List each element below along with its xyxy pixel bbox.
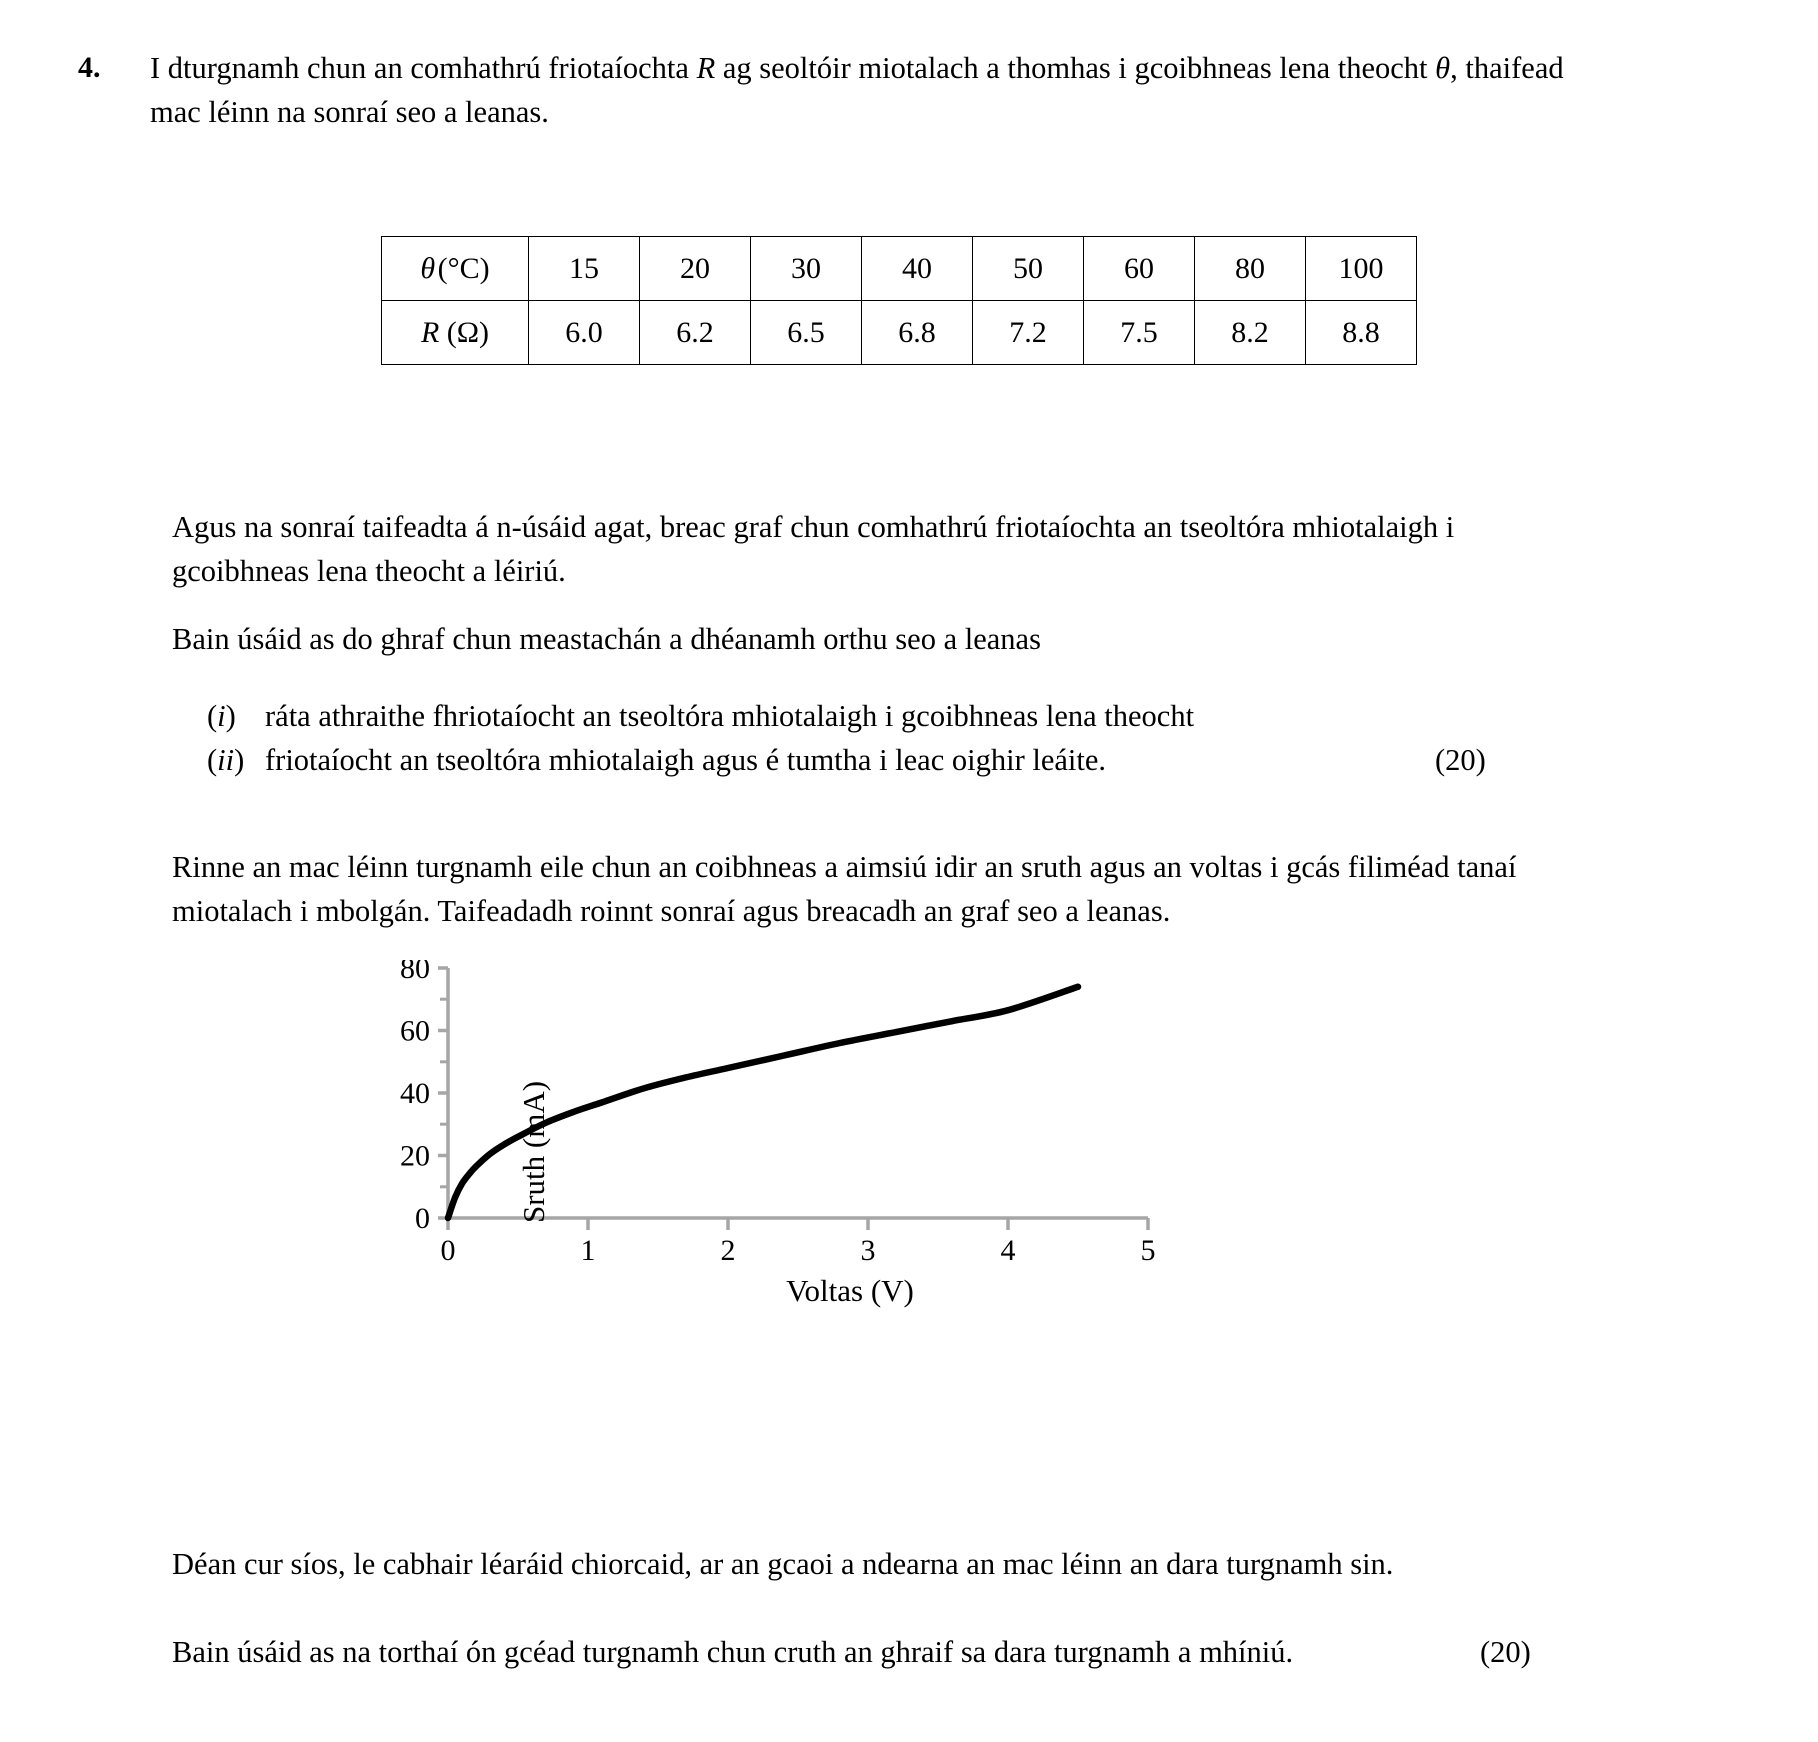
marks-second-part: (20) (1480, 1635, 1531, 1669)
list-item (207, 738, 1607, 782)
table-cell: 7.2 (973, 301, 1084, 365)
row-header-theta: θ (°C) (382, 237, 529, 301)
estimate-items-list (207, 694, 1607, 782)
question-number: 4. (78, 51, 101, 84)
table-row-resistance (382, 301, 1417, 365)
x-tick-label: 2 (720, 1234, 736, 1267)
list-item (207, 694, 1607, 738)
graph-instruction-paragraph: Agus na sonraí taifeadta á n-úsáid agat, breac graf chun comhathrú friotaíochta an tseoltóra mhiotalaigh i gcoibhneas lena theocht a léiriú. (172, 510, 1455, 588)
y-axis-label: Sruth (mA) (516, 1080, 551, 1224)
estimate-intro-paragraph: Bain úsáid as do ghraf chun meastachán a dhéanamh orthu seo a leanas (172, 622, 1041, 656)
question-header (78, 46, 1578, 134)
x-tick-label: 1 (580, 1234, 596, 1267)
stem-text-part-2: ag seoltóir miotalach a thomhas i gcoibhneas (715, 51, 1272, 85)
row-header-resistance: R (Ω) (382, 301, 529, 365)
stem-text-part-3: lena theocht (1279, 51, 1436, 85)
table-cell: 20 (640, 237, 751, 301)
table-cell: 6.5 (751, 301, 862, 365)
explain-paragraph: Bain úsáid as na torthaí ón gcéad turgnamh chun cruth an ghraif sa dara turgnamh a mhíniú. (172, 1635, 1294, 1669)
table-cell: 80 (1195, 237, 1306, 301)
table-cell: 50 (973, 237, 1084, 301)
list-item-text: ráta athraithe fhriotaíocht an tseoltóra mhiotalaigh i gcoibhneas lena theocht (265, 699, 1195, 733)
y-tick-label: 0 (415, 1202, 430, 1235)
y-tick-label: 80 (400, 960, 430, 985)
question-stem (150, 46, 1578, 134)
x-tick-label: 4 (1000, 1234, 1016, 1267)
x-tick-label: 3 (860, 1234, 876, 1267)
y-tick-label: 40 (400, 1077, 430, 1110)
iv-characteristic-chart (400, 960, 1300, 1430)
table-cell: 8.8 (1306, 301, 1417, 365)
table-cell: 7.5 (1084, 301, 1195, 365)
table-cell: 30 (751, 237, 862, 301)
describe-paragraph: Déan cur síos, le cabhair léaráid chiorcaid, ar an gcaoi a ndearna an mac léinn an dara turgnamh sin. (172, 1547, 1394, 1581)
table-cell: 6.2 (640, 301, 751, 365)
data-table-container (381, 236, 1417, 365)
y-tick-label: 60 (400, 1014, 430, 1048)
marks-first-part: (20) (1435, 743, 1486, 777)
list-item-text: friotaíocht an tseoltóra mhiotalaigh agus é tumtha i leac oighir leáite. (265, 743, 1107, 777)
y-tick-label: 20 (400, 1139, 430, 1173)
list-item-label: (ii) (207, 743, 245, 777)
stem-text-part-4: , thaifead mac léinn na sonraí seo a leanas. (150, 51, 1564, 129)
stem-text-part-1: I dturgnamh chun an comhathrú friotaíochta (150, 51, 697, 85)
symbol-theta: θ (1435, 51, 1451, 85)
table-cell: 6.8 (862, 301, 973, 365)
table-row-theta (382, 237, 1417, 301)
table-cell: 6.0 (529, 301, 640, 365)
x-tick-label: 0 (440, 1234, 456, 1267)
experiment-data-table (381, 236, 1417, 365)
table-cell: 100 (1306, 237, 1417, 301)
table-cell: 15 (529, 237, 640, 301)
x-tick-label: 5 (1140, 1234, 1156, 1267)
table-cell: 60 (1084, 237, 1195, 301)
table-cell: 40 (862, 237, 973, 301)
x-axis-label: Voltas (V) (786, 1273, 914, 1308)
symbol-resistance: R (696, 51, 716, 85)
second-experiment-paragraph: Rinne an mac léinn turgnamh eile chun an coibhneas a aimsiú idir an sruth agus an voltas i gcás filiméad tanaí miotalach i mbolgán. Taifeadadh roinnt sonraí agus breacadh an graf seo a leanas. (172, 850, 1517, 928)
list-item-label: (i) (207, 699, 236, 733)
table-cell: 8.2 (1195, 301, 1306, 365)
